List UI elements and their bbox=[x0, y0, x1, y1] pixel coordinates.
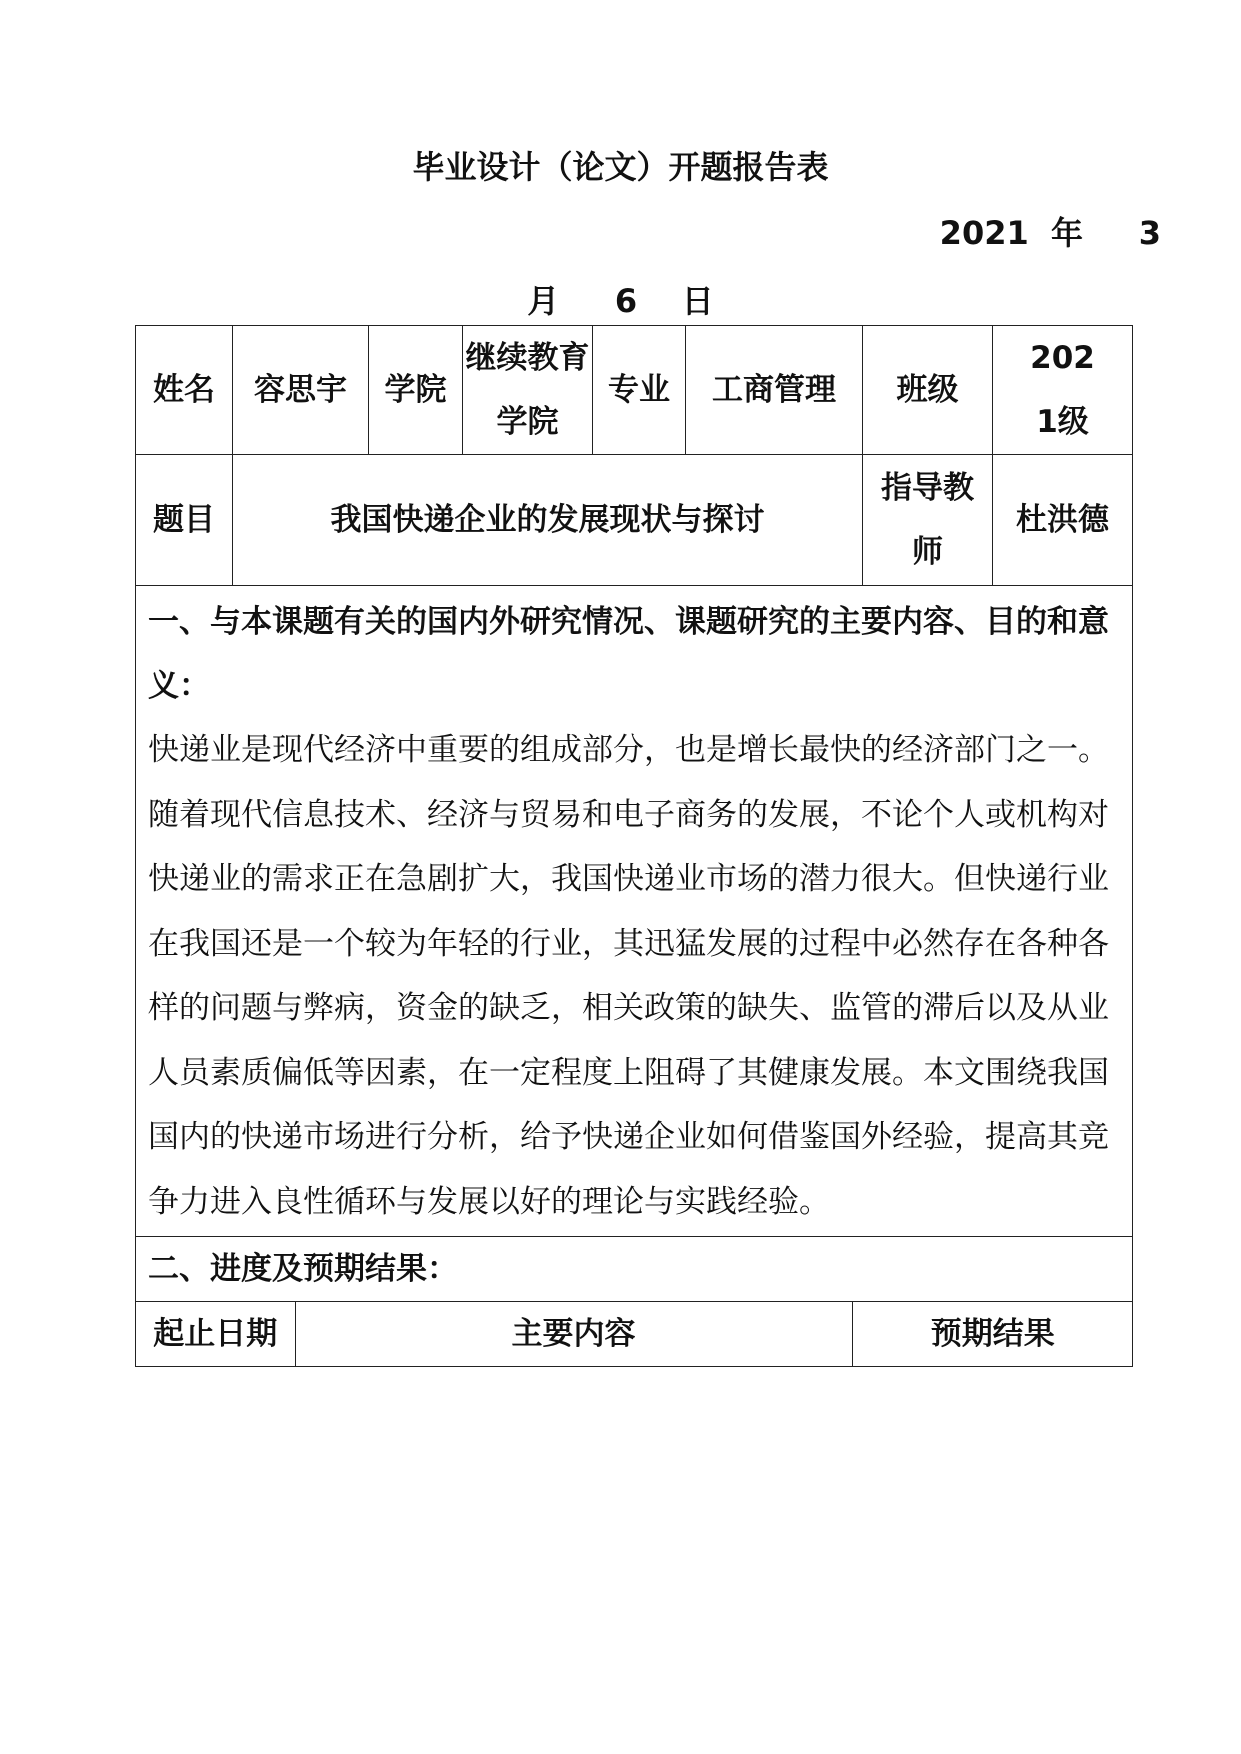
section2-heading: 二、进度及预期结果： bbox=[136, 1237, 1133, 1302]
advisor-value: 杜洪德 bbox=[993, 455, 1133, 586]
topic-label: 题目 bbox=[136, 455, 233, 586]
col-results-header: 预期结果 bbox=[930, 1316, 1055, 1352]
class-value bbox=[993, 326, 1133, 455]
major-label: 专业 bbox=[593, 326, 686, 455]
report-date-line1: 2021 年 3 bbox=[939, 214, 1161, 252]
section1-cell bbox=[136, 586, 1133, 1237]
page-title: 毕业设计（论文）开题报告表 bbox=[412, 148, 829, 186]
col-dates-header: 起止日期 bbox=[136, 1302, 295, 1366]
topic-row bbox=[136, 455, 1133, 586]
report-date-line2: 月 6 日 bbox=[527, 282, 714, 320]
college-value bbox=[463, 326, 593, 455]
schedule-header-table bbox=[136, 1302, 1133, 1366]
report-table bbox=[135, 325, 1133, 1367]
section2-heading-row bbox=[136, 1237, 1133, 1302]
col-content-header: 主要内容 bbox=[295, 1302, 852, 1366]
section1-heading: 一、与本课题有关的国内外研究情况、课题研究的主要内容、目的和意义： bbox=[148, 604, 1109, 704]
section1-body: 快递业是现代经济中重要的组成部分，也是增长最快的经济部门之一。随着现代信息技术、经济与贸易和电子商务的发展，不论个人或机构对快递业的需求正在急剧扩大，我国快递业市场的潜力很大。但快递行业在我国还是一个较为年轻的行业，其迅猛发展的过程中必然存在各种各样的问题与弊病，资金的缺乏，相关政策的缺失、监管的滞后以及从业人员素质偏低等因素，在一定程度上阻碍了其健康发展。本文围绕我国国内的快递市场进行分析，给予快递企业如何借鉴国外经验，提高其竞争力进入良性循环与发展以好的理论与实践经验。 bbox=[148, 732, 1109, 1220]
class-value-text: 2021级 bbox=[1030, 340, 1095, 440]
name-value: 容思宇 bbox=[233, 326, 369, 455]
college-value-text: 继续教育学院 bbox=[465, 340, 590, 440]
class-label: 班级 bbox=[863, 326, 993, 455]
info-row bbox=[136, 326, 1133, 455]
topic-value: 我国快递企业的发展现状与探讨 bbox=[233, 455, 863, 586]
major-value: 工商管理 bbox=[686, 326, 863, 455]
schedule-header-cell bbox=[136, 1302, 1133, 1367]
name-label: 姓名 bbox=[136, 326, 233, 455]
advisor-label-text: 指导教师 bbox=[881, 470, 974, 570]
section1-row bbox=[136, 586, 1133, 1237]
schedule-header-row bbox=[136, 1302, 1133, 1367]
advisor-label bbox=[863, 455, 993, 586]
college-label: 学院 bbox=[369, 326, 463, 455]
